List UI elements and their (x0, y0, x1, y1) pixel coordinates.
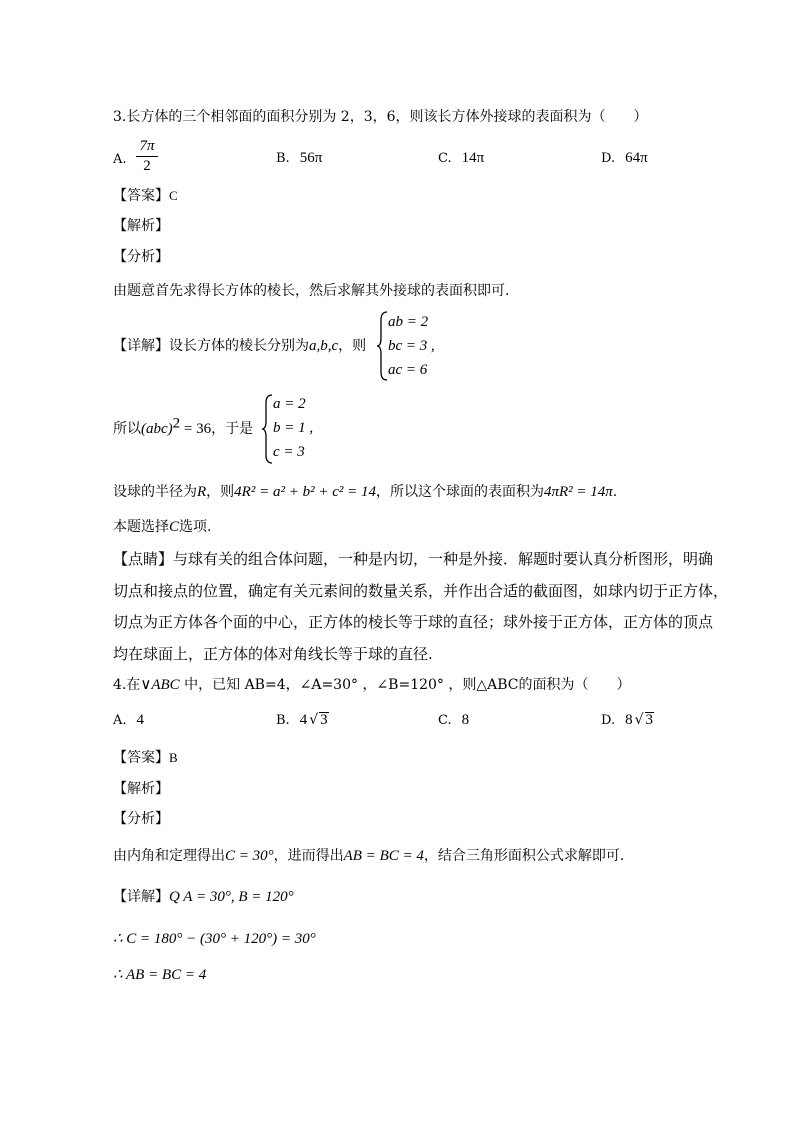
q3-stem: 3.长方体的三个相邻面的面积分别为 2，3，6，则该长方体外接球的表面积为（ ） (113, 109, 648, 125)
q4-stem-triangle: ∨ABC (140, 677, 180, 693)
q3-radius-area: 4πR² = 14π (543, 484, 613, 500)
q3-system2-eq1: a = 2 (273, 396, 306, 412)
q4-option-d-value: 8 (625, 712, 633, 728)
q4-stem-pre: 4.在 (113, 677, 141, 693)
q3-detail-text: 设长方体的棱长分别为 (169, 338, 309, 354)
q3-system1-eq3: ac = 6 (388, 362, 428, 378)
q3-system1 (388, 310, 435, 382)
q4-jiexi: 【解析】 (113, 781, 169, 797)
q3-option-c-value: 14π (461, 150, 485, 166)
q3-option-c-letter: C. (438, 151, 452, 166)
q3-detail-label: 【详解】 (113, 338, 169, 354)
q3-choose-var: C (169, 519, 180, 535)
q3-option-d-letter: D. (601, 151, 616, 166)
q3-option-a-denominator: 2 (143, 158, 151, 174)
q3-fenxi: 【分析】 (113, 249, 169, 265)
q3-option-d-value: 64π (625, 150, 648, 166)
q4-option-d-radicand: 3 (645, 712, 654, 728)
q4-detail-label: 【详解】 (113, 889, 169, 905)
q4-option-c-value: 8 (461, 712, 470, 728)
q4-option-c (438, 712, 469, 729)
q3-detail-vars: a,b,c (309, 338, 339, 354)
q3-answer-value: C (169, 188, 178, 203)
q3-option-d (601, 150, 648, 167)
q3-radius-line (113, 483, 617, 501)
q4-option-b-radicand: 3 (320, 712, 328, 728)
q4-option-b-value: 4 (299, 712, 308, 728)
q3-dianjing-label: 【点睛】 (113, 550, 174, 568)
q4-step2 (113, 966, 206, 984)
q4-option-c-letter: C. (438, 713, 452, 728)
q4-fenxi: 【分析】 (113, 811, 169, 827)
q3-suoyi: 所以 (113, 421, 141, 437)
q3-radius-end: . (612, 484, 618, 500)
q3-abc-rhs: = 36 (180, 421, 212, 437)
q3-answer-label: 【答案】 (113, 188, 169, 204)
q4-option-d-letter: D. (601, 713, 616, 728)
q4-option-d-radical-icon: √ (634, 712, 644, 728)
q4-step1-eq: ∴ C = 180° − (30° + 120°) = 30° (113, 931, 316, 947)
q3-system1-eq2: bc = 3 , (388, 338, 435, 354)
q3-abc-expr: (abc) (141, 421, 173, 437)
q4-option-a (113, 712, 144, 729)
q4-stem (113, 676, 631, 694)
q4-fenxi-eq2: AB = BC = 4 (343, 848, 424, 864)
q4-option-a-letter: A. (113, 713, 127, 728)
q3-dianjing-line3: 切点为正方体各个面的中心，正方体的棱长等于球的直径；球外接于正方体，正方体的顶点 (113, 613, 714, 631)
q4-fenxi-eq1: C = 30° (225, 848, 274, 864)
q4-fenxi-line (113, 847, 624, 865)
q4-step1 (113, 930, 316, 948)
q3-system2-eq2: b = 1 , (273, 420, 314, 436)
q3-dianjing-line2: 切点和接点的位置，确定有关元素间的数量关系，并作出合适的截面图，如球内切于正方体， (113, 582, 729, 600)
q3-dianjing-line4: 均在球面上，正方体的体对角线长等于球的直径. (113, 645, 433, 663)
q3-system2-eq3: c = 3 (273, 444, 305, 460)
q3-dianjing-line1 (113, 550, 713, 568)
q3-option-a-fraction (136, 138, 158, 175)
q3-choose-end: 选项. (179, 519, 212, 535)
q4-answer (113, 749, 178, 767)
q4-option-d (601, 712, 654, 729)
q4-detail-eq: Q A = 30°, B = 120° (169, 889, 294, 905)
q4-fenxi-text2: ，进而得出 (273, 848, 344, 864)
q3-radius-text3: ，所以这个球面的表面积为 (375, 484, 544, 500)
q3-abc-line: 所以(abc)$^2$ = 36，于是 (113, 415, 254, 437)
q4-option-b (276, 712, 329, 729)
q4-option-b-radical-icon: √ (309, 712, 319, 728)
q4-option-b-letter: B. (276, 713, 290, 728)
q3-radius-text1: 设球的半径为 (113, 484, 197, 500)
q4-fenxi-text1: 由内角和定理得出 (113, 848, 225, 864)
q3-radius-eq: 4R² = a² + b² + c² = 14 (234, 484, 376, 500)
q3-option-b-value: 56π (299, 150, 323, 166)
q3-option-a-numerator: 7π (139, 138, 155, 154)
q3-radius-var: R (197, 484, 207, 500)
q3-dianjing-text1: 与球有关的组合体问题，一种是内切，一种是外接．解题时要认真分析图形，明确 (173, 550, 714, 568)
q3-detail-line (113, 337, 366, 355)
q3-system2 (273, 392, 313, 464)
q3-option-a (113, 152, 127, 167)
q3-option-b (276, 150, 322, 167)
q3-option-c (438, 150, 484, 167)
q3-option-b-letter: B. (276, 151, 290, 166)
q3-choose-line (113, 518, 211, 536)
q4-detail-line (113, 888, 294, 906)
q3-option-a-letter: A. (113, 152, 127, 167)
q4-fenxi-text3: ，结合三角形面积公式求解即可. (423, 848, 625, 864)
q3-choose-text: 本题选择 (113, 519, 169, 535)
q4-answer-value: B (169, 750, 178, 765)
q3-yushi: ，于是 (211, 421, 254, 437)
q4-answer-label: 【答案】 (113, 750, 169, 766)
q4-option-a-value: 4 (136, 712, 145, 728)
q3-system1-eq1: ab = 2 (388, 314, 429, 330)
q4-stem-rest: 中，已知 AB=4，∠A=30° ，∠B=120° ，则△ABC的面积为（ ） (179, 677, 631, 693)
q3-radius-text2: ，则 (206, 484, 235, 500)
q3-answer (113, 187, 178, 205)
q4-step2-eq: ∴ AB = BC = 4 (113, 967, 207, 983)
q3-detail-then: ，则 (338, 338, 367, 354)
q3-fenxi-text: 由题意首先求得长方体的棱长，然后求解其外接球的表面积即可. (113, 283, 510, 299)
q3-jiexi: 【解析】 (113, 218, 169, 234)
